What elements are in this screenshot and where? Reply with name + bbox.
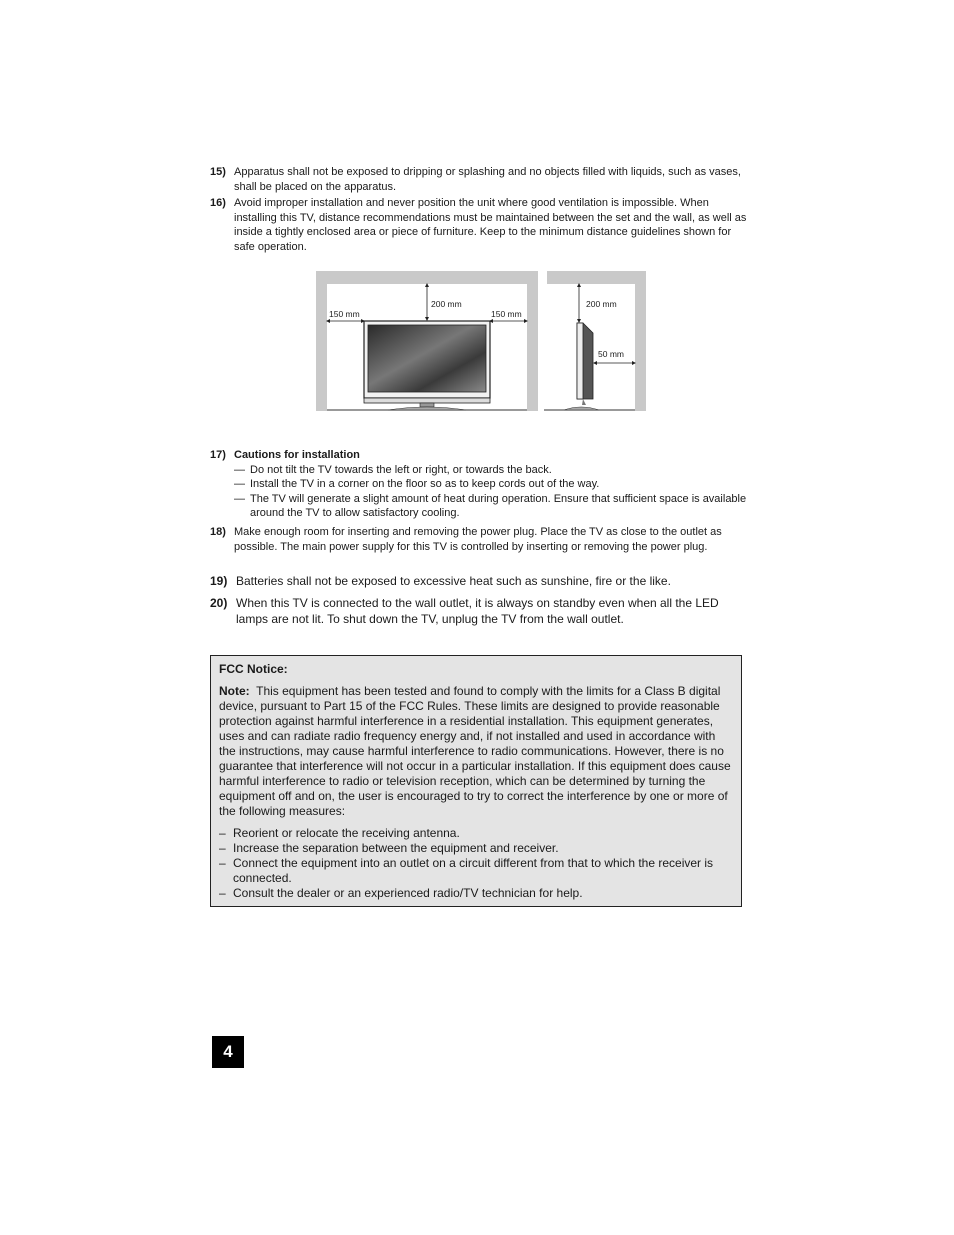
item-17 [210,448,750,521]
list-item: – Connect the equipment into an outlet on a circuit different from that to which the receiver is connected. [219,856,714,885]
caution-bullet: — Install the TV in a corner on the floor so as to keep cords out of the way. [234,478,600,490]
tv-front-icon [364,321,490,410]
ventilation-clearance-diagram [316,271,648,415]
item-20 [210,596,746,627]
item-text: Avoid improper installation and never position the unit where good ventilation is impossible. When installing this TV, distance recommendations must be maintained between the set and the wall, as well as inside a tightly enclosed area or piece of furniture. Keep to the minimum distance guidelines shown for safe operation. [234,197,747,253]
list-item: – Consult the dealer or an experienced radio/TV technician for help. [219,886,583,900]
side-view [544,271,646,411]
item-18 [210,525,750,554]
list-item: – Increase the separation between the equipment and receiver. [219,841,559,855]
page-number: 4 [212,1036,244,1068]
item-text: Make enough room for inserting and removing the power plug. Place the TV as close to the outlet as possible. The main power supply for this TV is controlled by inserting or removing the power plug. [234,526,722,553]
side-top-clearance-label: 200 mm [586,299,617,309]
fcc-measures-list [219,826,733,901]
side-back-clearance-label: 50 mm [598,349,624,359]
item-19 [210,574,750,590]
note-label: Note: [219,684,250,698]
item-title: Cautions for installation [234,449,360,461]
caution-bullet: — The TV will generate a slight amount of heat during operation. Ensure that sufficient space is available around the TV to allow satisfactory cooling. [234,492,747,519]
caution-bullet: — Do not tilt the TV towards the left or right, or towards the back. [234,463,552,476]
item-text: Batteries shall not be exposed to excessive heat such as sunshine, fire or the like. [236,574,671,588]
front-left-clearance-label: 150 mm [329,309,360,319]
front-right-clearance-label: 150 mm [491,309,522,319]
item-16 [210,196,750,254]
item-number: 17) [210,449,226,461]
item-number: 18) [210,526,226,538]
item-number: 20) [210,596,228,610]
item-15 [210,165,750,194]
item-text: When this TV is connected to the wall outlet, it is always on standby even when all the LED lamps are not lit. To shut down the TV, unplug the TV from the wall outlet. [236,596,719,626]
fcc-heading: FCC Notice: [219,662,288,676]
front-view [316,271,538,411]
fcc-notice-box [210,655,742,907]
front-top-clearance-label: 200 mm [431,299,462,309]
note-text: This equipment has been tested and found to comply with the limits for a Class B digital device, pursuant to Part 15 of the FCC Rules. These limits are designed to provide reasonable protection against harmful interference in a residential installation. This equipment generates, uses and can radiate radio frequency energy and, if not installed and used in accordance with the instructions, may cause harmful interference to radio communications. However, there is no guarantee that interference will not occur in a particular installation. If this equipment does cause harmful interference to radio or television reception, which can be determined by turning the equipment off and on, the user is encouraged to try to correct the interference by one or more of the following measures: [219,684,731,818]
item-text: Apparatus shall not be exposed to dripping or splashing and no objects filled with liquids, such as vases, shall be placed on the apparatus. [234,166,741,193]
list-item: – Reorient or relocate the receiving antenna. [219,826,460,840]
fcc-note [219,684,733,819]
item-number: 16) [210,197,226,209]
item-number: 19) [210,574,228,588]
item-number: 15) [210,166,226,178]
